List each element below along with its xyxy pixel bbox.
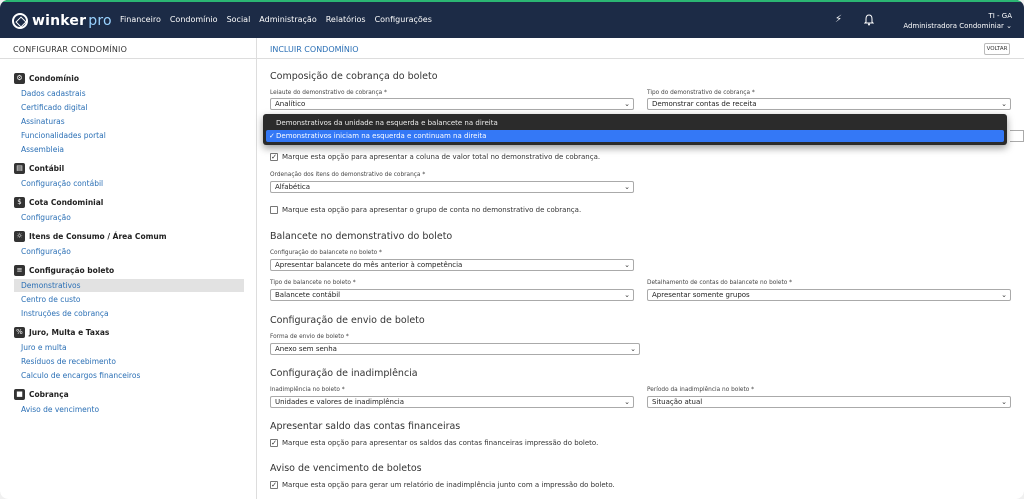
divider: [0, 58, 256, 59]
money-icon: $: [14, 197, 25, 208]
select-periodo-inadimplencia[interactable]: Situação atual ⌄: [647, 396, 1011, 408]
logo-icon: [12, 13, 28, 29]
chevron-down-icon: ⌄: [624, 291, 630, 299]
section-title-composicao: Composição de cobrança do boleto: [270, 71, 438, 82]
list-icon: ≡: [14, 265, 25, 276]
sidebar-item-calculo-encargos[interactable]: Calculo de encargos financeiros: [21, 371, 141, 380]
lightbulb-icon: ☼: [14, 231, 25, 242]
sidebar-item-aviso-vencimento[interactable]: Aviso de vencimento: [21, 405, 100, 414]
label-leiaute: Leiaute do demonstrativo de cobrança *: [270, 90, 387, 96]
section-title-balancete: Balancete no demonstrativo do boleto: [270, 231, 453, 242]
chevron-down-icon: ⌄: [1001, 100, 1007, 108]
nav-relatorios[interactable]: Relatórios: [325, 15, 366, 24]
back-button[interactable]: VOLTAR: [984, 43, 1010, 55]
page-title: INCLUIR CONDOMÍNIO: [270, 45, 359, 54]
checkbox-checked-icon[interactable]: ✓: [271, 153, 277, 161]
section-title-aviso: Aviso de vencimento de boletos: [270, 463, 422, 474]
nav-configuracoes[interactable]: Configurações: [374, 15, 432, 24]
sidebar-section-configuracao-boleto: ≡ Configuração boleto: [14, 265, 114, 276]
sidebar-section-juro-multa: % Juro, Multa e Taxas: [14, 327, 109, 338]
select-config-balancete[interactable]: Apresentar balancete do mês anterior à competência ⌄: [270, 259, 634, 271]
divider: [257, 58, 1024, 59]
select-detalhamento[interactable]: Apresentar somente grupos ⌄: [647, 289, 1011, 301]
sidebar-section-contabil: ▤ Contábil: [14, 163, 64, 174]
chevron-down-icon: ⌄: [624, 100, 630, 108]
chevron-down-icon: ⌄: [624, 398, 630, 406]
dropdown-option[interactable]: Demonstrativos da unidade na esquerda e balancete na direita: [276, 119, 498, 127]
chevron-down-icon: ⌄: [624, 261, 630, 269]
sidebar-item-dados-cadastrais[interactable]: Dados cadastrais: [21, 89, 86, 98]
checkbox-checked-icon[interactable]: ✓: [271, 481, 277, 489]
main-menu: [120, 15, 432, 24]
logo-text: winker pro: [32, 13, 112, 29]
winker-logo[interactable]: [12, 12, 112, 30]
nav-social[interactable]: Social: [226, 15, 251, 24]
briefcase-icon: ■: [14, 389, 25, 400]
section-title-envio: Configuração de envio de boleto: [270, 315, 425, 326]
label-inadimplencia: Inadimplência no boleto *: [270, 387, 345, 393]
chevron-down-icon: ⌄: [624, 183, 630, 191]
user-name: Administradora Condominiar: [903, 22, 1004, 30]
nav-condominio[interactable]: Condomínio: [169, 15, 218, 24]
top-navbar: [0, 0, 1024, 38]
book-icon: ▤: [14, 163, 25, 174]
checkbox-relatorio-inadimplencia[interactable]: ✓ Marque esta opção para gerar um relatório de inadimplência junto com a impressão do boleto.: [271, 481, 615, 489]
dropdown-menu: [263, 114, 1007, 145]
checkbox-unchecked-icon[interactable]: [270, 206, 278, 214]
sidebar-item-juro-e-multa[interactable]: Juro e multa: [21, 343, 67, 352]
bell-icon[interactable]: [864, 14, 874, 26]
user-menu[interactable]: [903, 11, 1012, 31]
nav-administracao[interactable]: Administração: [259, 15, 317, 24]
sidebar-item-configuracao-itens[interactable]: Configuração: [21, 247, 71, 256]
select-tipo-demonstrativo[interactable]: Demonstrar contas de receita ⌄: [647, 98, 1011, 110]
chevron-down-icon: ⌄: [1006, 22, 1012, 30]
sidebar-title: CONFIGURAR CONDOMÍNIO: [13, 45, 128, 54]
checkbox-checked-icon[interactable]: ✓: [271, 439, 277, 447]
sidebar-item-configuracao-contabil[interactable]: Configuração contábil: [21, 179, 104, 188]
sidebar-item-certificado-digital[interactable]: Certificado digital: [21, 103, 88, 112]
sidebar-section-cobranca: ■ Cobrança: [14, 389, 69, 400]
dropdown-option-selected[interactable]: ✓ Demonstrativos iniciam na esquerda e continuam na direita: [266, 130, 1004, 142]
section-title-saldo: Apresentar saldo das contas financeiras: [270, 421, 461, 432]
sidebar-section-itens-consumo: ☼ Itens de Consumo / Área Comum: [14, 231, 167, 242]
select-inadimplencia[interactable]: Unidades e valores de inadimplência ⌄: [270, 396, 634, 408]
sidebar-item-centro-de-custo[interactable]: Centro de custo: [21, 295, 81, 304]
label-periodo-inadimplencia: Período da inadimplência no boleto *: [647, 387, 755, 393]
select-tipo-balancete[interactable]: Balancete contábil ⌄: [270, 289, 634, 301]
sidebar: [0, 38, 256, 499]
select-edge: [1010, 130, 1024, 142]
sidebar-section-cota-condominial: $ Cota Condominial: [14, 197, 103, 208]
select-forma-envio[interactable]: Anexo sem senha ⌄: [270, 343, 640, 355]
checkbox-valor-total[interactable]: ✓ Marque esta opção para apresentar a coluna de valor total no demonstrativo de cobrança.: [271, 153, 601, 161]
lightning-icon[interactable]: ⚡: [835, 14, 843, 25]
label-tipo-demonstrativo: Tipo do demonstrativo de cobrança *: [647, 90, 755, 96]
sidebar-item-funcionalidades-portal[interactable]: Funcionalidades portal: [21, 131, 106, 140]
sidebar-item-assembleia[interactable]: Assembleia: [21, 145, 65, 154]
select-ordenacao[interactable]: Alfabética ⌄: [270, 181, 634, 193]
checkbox-grupo-conta[interactable]: Marque esta opção para apresentar o grupo de conta no demonstrativo de cobrança.: [270, 206, 581, 214]
chevron-down-icon: ⌄: [630, 345, 636, 353]
chevron-down-icon: ⌄: [1001, 291, 1007, 299]
label-config-balancete: Configuração do balancete no boleto *: [270, 250, 382, 256]
chevron-down-icon: ⌄: [1001, 398, 1007, 406]
sidebar-item-configuracao-cota[interactable]: Configuração: [21, 213, 71, 222]
sidebar-item-instrucoes-cobranca[interactable]: Instruções de cobrança: [21, 309, 109, 318]
checkbox-saldo-contas[interactable]: ✓ Marque esta opção para apresentar os saldos das contas financeiras impressão do boleto.: [271, 439, 599, 447]
gear-icon: ⚙: [14, 73, 25, 84]
select-leiaute[interactable]: Analítico ⌄: [270, 98, 634, 110]
label-forma-envio: Forma de envio de boleto *: [270, 334, 349, 340]
user-group: TI - GA: [988, 12, 1012, 20]
label-detalhamento: Detalhamento de contas do balancete no boleto *: [647, 280, 793, 286]
nav-financeiro[interactable]: Financeiro: [120, 15, 161, 24]
sidebar-item-assinaturas[interactable]: Assinaturas: [21, 117, 65, 126]
percent-icon: %: [14, 327, 25, 338]
label-ordenacao: Ordenação dos itens do demonstrativo de cobrança *: [270, 172, 426, 178]
sidebar-section-condominio: ⚙ Condomínio: [14, 73, 79, 84]
sidebar-item-demonstrativos[interactable]: Demonstrativos: [21, 281, 81, 290]
section-title-inadimplencia: Configuração de inadimplência: [270, 368, 418, 379]
checkmark-icon: ✓: [269, 132, 275, 140]
sidebar-item-residuos[interactable]: Resíduos de recebimento: [21, 357, 116, 366]
label-tipo-balancete: Tipo de balancete no boleto *: [270, 280, 356, 286]
main-panel: [256, 38, 1024, 499]
